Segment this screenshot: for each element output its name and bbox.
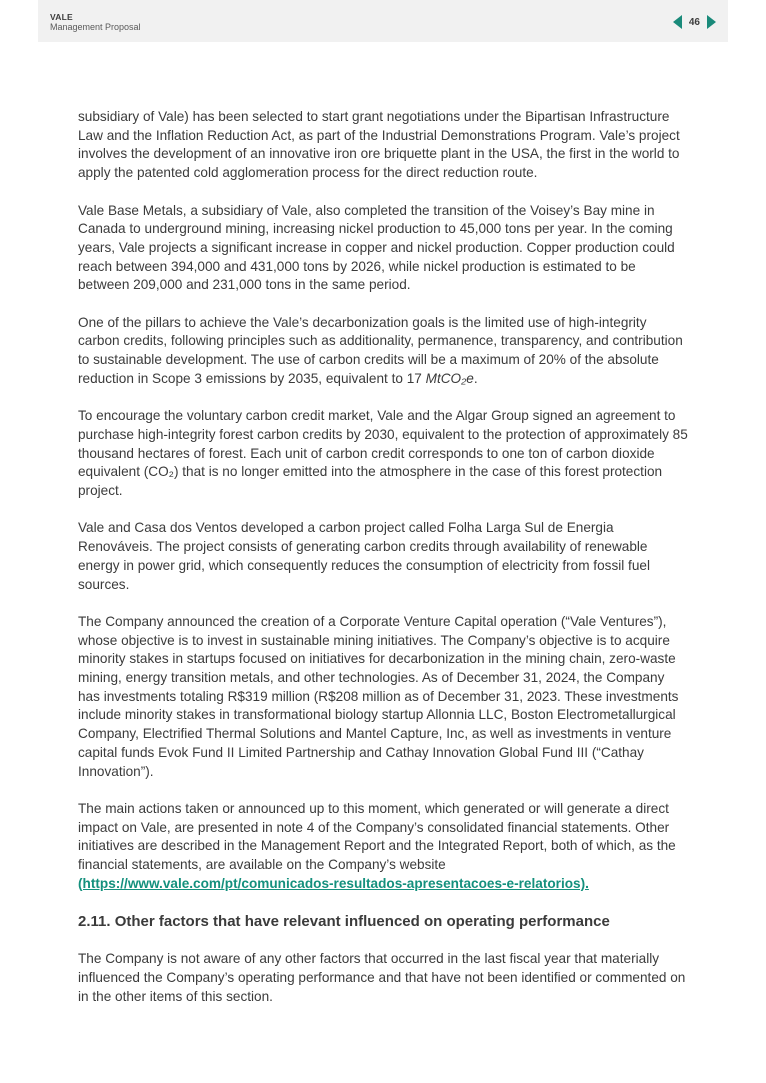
brand-block bbox=[50, 12, 141, 32]
next-page-icon[interactable] bbox=[707, 15, 716, 29]
document-title: Management Proposal bbox=[50, 22, 141, 32]
paragraph-other-factors: The Company is not aware of any other factors that occurred in the last fiscal year that materially influenced the Company’s operating performance and that have not been identified or commented on in the other items of this section. bbox=[78, 951, 686, 1004]
paragraph-main-actions bbox=[78, 800, 690, 894]
carbon-credits-text: One of the pillars to achieve the Vale’s decarbonization goals is the limited use of high-integrity carbon credits, following principles such as additionality, permanence, transparency, and contribution to sustainable development. The use of carbon credits will be a maximum of 20% of the absolute reduction in Scope 3 emissions by 2035, equivalent to 17 bbox=[78, 314, 683, 386]
main-actions-text: The main actions taken or announced up to this moment, which generated or will generate a direct impact on Vale, are presented in note 4 of the Company’s consolidated financial statements. Other initiatives are described in the Management Report and the Integrated Report, both of which, as the financial statements, are available on the Company’s website bbox=[78, 800, 676, 873]
section-heading: 2.11. Other factors that have relevant influenced on operating performance bbox=[78, 913, 610, 931]
emissions-unit: MtCO₂e bbox=[425, 370, 474, 386]
paragraph-carbon-credits bbox=[78, 314, 690, 389]
page-navigation bbox=[673, 14, 716, 30]
carbon-credits-end: . bbox=[473, 370, 478, 386]
paragraph-algar-agreement: To encourage the voluntary carbon credit market, Vale and the Algar Group signed an agreement to purchase high-integrity forest carbon credits by 2030, equivalent to the protection of approximately 85 thousand hectares of forest. Each unit of carbon credit corresponds to one ton of carbon dioxide equivalent (CO₂) that is no longer emitted into the atmosphere in the case of this forest protection project. bbox=[78, 408, 688, 499]
paragraph-iron-ore-briquette: subsidiary of Vale) has been selected to start grant negotiations under the Bipartisan Infrastructure Law and the Inflation Reduction Act, as part of the Industrial Demonstrations Program. Vale’s project involves the development of an innovative iron ore briquette plant in the USA, the first in the world to apply the patented cold agglomeration process for the direct reduction route. bbox=[78, 109, 680, 181]
previous-page-icon[interactable] bbox=[673, 15, 682, 29]
page-body bbox=[78, 108, 690, 1025]
paragraph-vale-ventures: The Company announced the creation of a Corporate Venture Capital operation (“Vale Ventures”), whose objective is to invest in sustainable mining initiatives. The Company’s objective is to acquire minority stakes in startups focused on initiatives for decarbonization in the mining chain, zero-waste mining, energy transition metals, and other technologies. As of December 31, 2024, the Company has investments totaling R$319 million (R$208 million as of December 31, 2023. These investments include minority stakes in transformational biology startup Allonnia LLC, Boston Electrometallurgical Company, Electrified Thermal Solutions and Mantel Capture, Inc, as well as investments in venture capital funds Evok Fund II Limited Partnership and Cathay Innovation Global Fund III (“Cathay Innovation”). bbox=[78, 613, 679, 779]
page-number: 46 bbox=[688, 16, 700, 28]
paragraph-base-metals: Vale Base Metals, a subsidiary of Vale, also completed the transition of the Voisey’s Bay mine in Canada to underground mining, increasing nickel production to 45,000 tons per year. In the coming years, Vale projects a significant increase in copper and nickel production. Copper production could reach between 394,000 and 431,000 tons by 2026, while nickel production is estimated to be between 209,000 and 231,000 tons in the same period. bbox=[78, 202, 675, 293]
page-header bbox=[38, 0, 728, 42]
company-name: VALE bbox=[50, 12, 73, 22]
paragraph-casa-dos-ventos: Vale and Casa dos Ventos developed a carbon project called Folha Larga Sul de Energia Renováveis. The project consists of generating carbon credits through availability of renewable energy in power grid, which consequently reduces the consumption of electricity from fossil fuel sources. bbox=[78, 520, 650, 592]
website-link[interactable]: (https://www.vale.com/pt/comunicados-resultados-apresentacoes-e-relatorios). bbox=[78, 875, 589, 891]
